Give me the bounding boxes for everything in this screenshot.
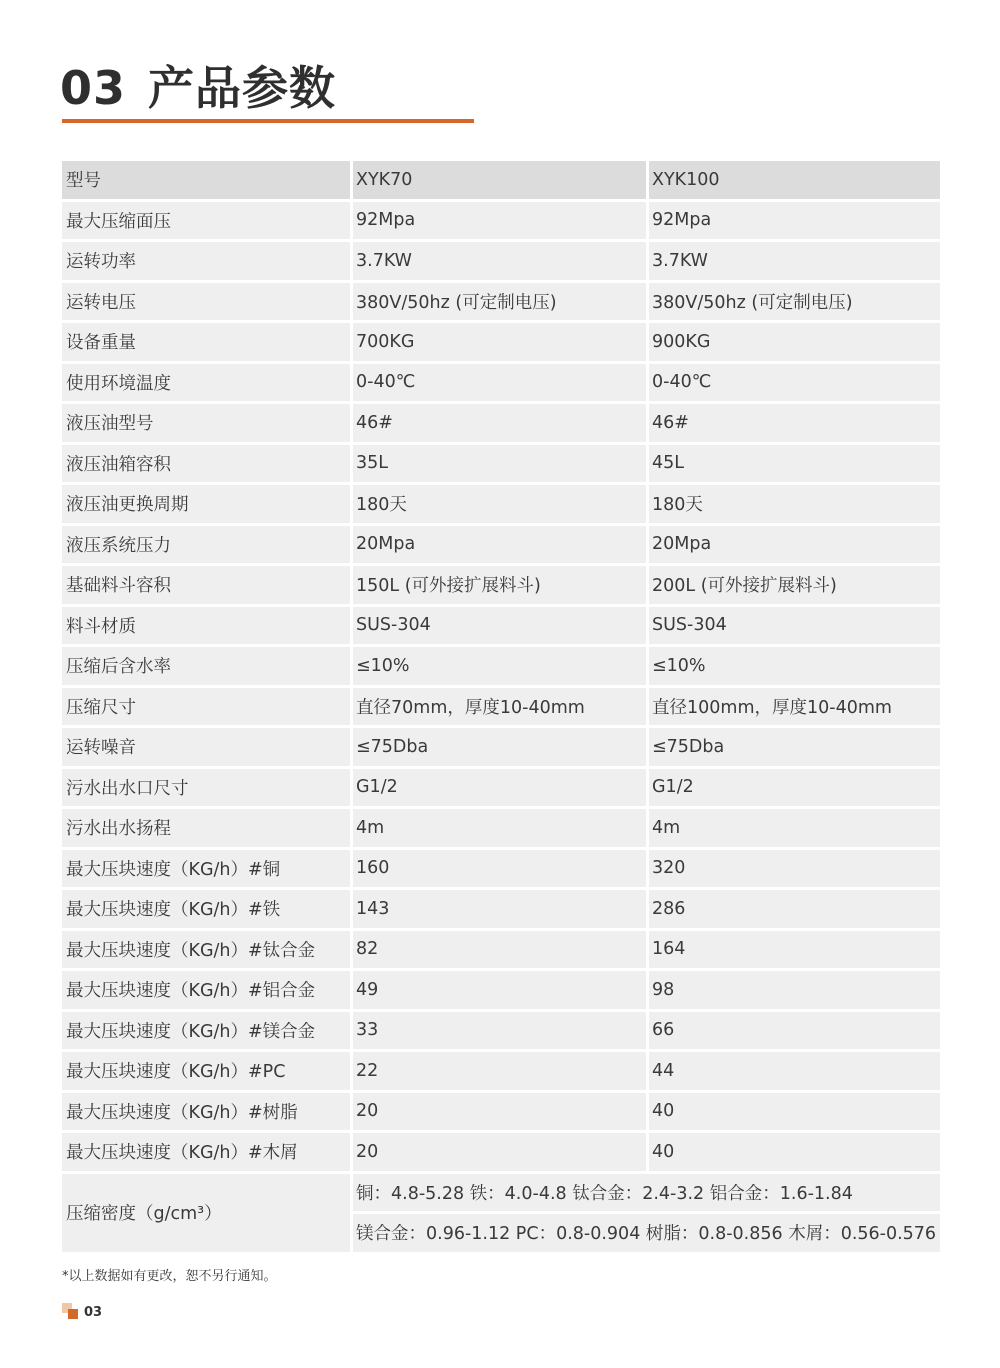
- xyk100-value-cell: 20Mpa: [646, 526, 940, 564]
- param-name-cell: 最大压块速度（KG/h）#钛合金: [62, 931, 350, 969]
- xyk100-value-cell: 180天: [646, 485, 940, 523]
- param-name-cell: 污水出水扬程: [62, 809, 350, 847]
- xyk70-value-cell: 160: [350, 850, 646, 888]
- param-name-cell: 最大压块速度（KG/h）#树脂: [62, 1093, 350, 1131]
- xyk70-value-cell: 46#: [350, 404, 646, 442]
- param-name-cell: 液压油更换周期: [62, 485, 350, 523]
- xyk100-value-cell: 46#: [646, 404, 940, 442]
- table-row: [62, 242, 940, 280]
- xyk70-value-cell: ≤10%: [350, 647, 646, 685]
- table-row: [62, 647, 940, 685]
- xyk70-value-cell: 20: [350, 1093, 646, 1131]
- param-name-cell: 最大压块速度（KG/h）#PC: [62, 1052, 350, 1090]
- xyk100-value-cell: 286: [646, 890, 940, 928]
- xyk70-value-cell: 380V/50hz (可定制电压): [350, 283, 646, 321]
- xyk100-value-cell: 92Mpa: [646, 202, 940, 240]
- xyk100-value-cell: ≤75Dba: [646, 728, 940, 766]
- table-row: [62, 1133, 940, 1171]
- table-header-row: [62, 161, 940, 199]
- xyk100-value-cell: ≤10%: [646, 647, 940, 685]
- density-values-line-2: 镁合金：0.96-1.12 PC：0.8-0.904 树脂：0.8-0.856 木屑：0.56-0.576: [350, 1214, 940, 1252]
- section-title: 产品参数: [148, 61, 337, 115]
- table-row: [62, 1093, 940, 1131]
- xyk70-value-cell: 49: [350, 971, 646, 1009]
- table-row: [62, 769, 940, 807]
- param-name-cell: 污水出水口尺寸: [62, 769, 350, 807]
- xyk70-value-cell: 20: [350, 1133, 646, 1171]
- xyk70-value-cell: 3.7KW: [350, 242, 646, 280]
- param-name-cell: 液压系统压力: [62, 526, 350, 564]
- param-name-cell: 最大压缩面压: [62, 202, 350, 240]
- param-name-cell: 最大压块速度（KG/h）#铜: [62, 850, 350, 888]
- param-name-cell: 最大压块速度（KG/h）#木屑: [62, 1133, 350, 1171]
- xyk100-value-cell: 380V/50hz (可定制电压): [646, 283, 940, 321]
- xyk70-value-cell: 92Mpa: [350, 202, 646, 240]
- table-row: [62, 1052, 940, 1090]
- table-row: [62, 485, 940, 523]
- table-row: [62, 607, 940, 645]
- page-mark-icon: [62, 1303, 80, 1321]
- xyk100-value-cell: 40: [646, 1093, 940, 1131]
- xyk70-value-cell: 4m: [350, 809, 646, 847]
- param-name-cell: 液压油型号: [62, 404, 350, 442]
- table-row: [62, 890, 940, 928]
- header-cell-xyk70: XYK70: [350, 161, 646, 199]
- xyk100-value-cell: G1/2: [646, 769, 940, 807]
- page-title: [60, 52, 336, 118]
- xyk100-value-cell: 40: [646, 1133, 940, 1171]
- table-row: [62, 323, 940, 361]
- footnote: *以上数据如有更改，恕不另行通知。: [62, 1269, 277, 1284]
- xyk70-value-cell: 180天: [350, 485, 646, 523]
- xyk70-value-cell: 82: [350, 931, 646, 969]
- table-row: [62, 202, 940, 240]
- table-row: [62, 364, 940, 402]
- xyk70-value-cell: 直径70mm，厚度10-40mm: [350, 688, 646, 726]
- xyk70-value-cell: G1/2: [350, 769, 646, 807]
- xyk100-value-cell: SUS-304: [646, 607, 940, 645]
- xyk100-value-cell: 900KG: [646, 323, 940, 361]
- param-name-cell: 最大压块速度（KG/h）#镁合金: [62, 1012, 350, 1050]
- table-row: [62, 566, 940, 604]
- xyk70-value-cell: SUS-304: [350, 607, 646, 645]
- table-row: [62, 971, 940, 1009]
- xyk100-value-cell: 45L: [646, 445, 940, 483]
- table-row: [62, 283, 940, 321]
- table-row: [62, 728, 940, 766]
- xyk100-value-cell: 164: [646, 931, 940, 969]
- table-row: [62, 445, 940, 483]
- xyk70-value-cell: 150L (可外接扩展料斗): [350, 566, 646, 604]
- xyk100-value-cell: 4m: [646, 809, 940, 847]
- table-row: [62, 688, 940, 726]
- param-name-cell: 最大压块速度（KG/h）#铝合金: [62, 971, 350, 1009]
- xyk70-value-cell: 35L: [350, 445, 646, 483]
- xyk100-value-cell: 200L (可外接扩展料斗): [646, 566, 940, 604]
- xyk100-value-cell: 0-40℃: [646, 364, 940, 402]
- table-row: [62, 809, 940, 847]
- xyk70-value-cell: 33: [350, 1012, 646, 1050]
- xyk100-value-cell: 直径100mm，厚度10-40mm: [646, 688, 940, 726]
- density-row: [62, 1174, 940, 1212]
- density-values-line-1: 铜：4.8-5.28 铁：4.0-4.8 钛合金：2.4-3.2 铝合金：1.6-1.84: [350, 1174, 940, 1212]
- title-underline: [62, 119, 474, 123]
- param-name-cell: 压缩后含水率: [62, 647, 350, 685]
- param-name-cell: 运转噪音: [62, 728, 350, 766]
- page-number: 03: [84, 1305, 103, 1320]
- param-name-cell: 运转功率: [62, 242, 350, 280]
- density-label-cell: 压缩密度（g/cm³）: [62, 1174, 350, 1252]
- xyk100-value-cell: 3.7KW: [646, 242, 940, 280]
- header-cell-xyk100: XYK100: [646, 161, 940, 199]
- xyk100-value-cell: 44: [646, 1052, 940, 1090]
- param-name-cell: 运转电压: [62, 283, 350, 321]
- param-name-cell: 基础料斗容积: [62, 566, 350, 604]
- xyk70-value-cell: 22: [350, 1052, 646, 1090]
- table-row: [62, 404, 940, 442]
- xyk100-value-cell: 66: [646, 1012, 940, 1050]
- spec-table: [62, 158, 940, 1255]
- param-name-cell: 最大压块速度（KG/h）#铁: [62, 890, 350, 928]
- xyk100-value-cell: 98: [646, 971, 940, 1009]
- table-row: [62, 850, 940, 888]
- xyk70-value-cell: 700KG: [350, 323, 646, 361]
- param-name-cell: 使用环境温度: [62, 364, 350, 402]
- param-name-cell: 压缩尺寸: [62, 688, 350, 726]
- param-name-cell: 料斗材质: [62, 607, 350, 645]
- param-name-cell: 液压油箱容积: [62, 445, 350, 483]
- xyk70-value-cell: 0-40℃: [350, 364, 646, 402]
- param-name-cell: 设备重量: [62, 323, 350, 361]
- xyk70-value-cell: 143: [350, 890, 646, 928]
- xyk70-value-cell: 20Mpa: [350, 526, 646, 564]
- section-number: 03: [60, 61, 127, 115]
- xyk70-value-cell: ≤75Dba: [350, 728, 646, 766]
- xyk100-value-cell: 320: [646, 850, 940, 888]
- table-row: [62, 931, 940, 969]
- table-row: [62, 1012, 940, 1050]
- header-cell-param: 型号: [62, 161, 350, 199]
- table-row: [62, 526, 940, 564]
